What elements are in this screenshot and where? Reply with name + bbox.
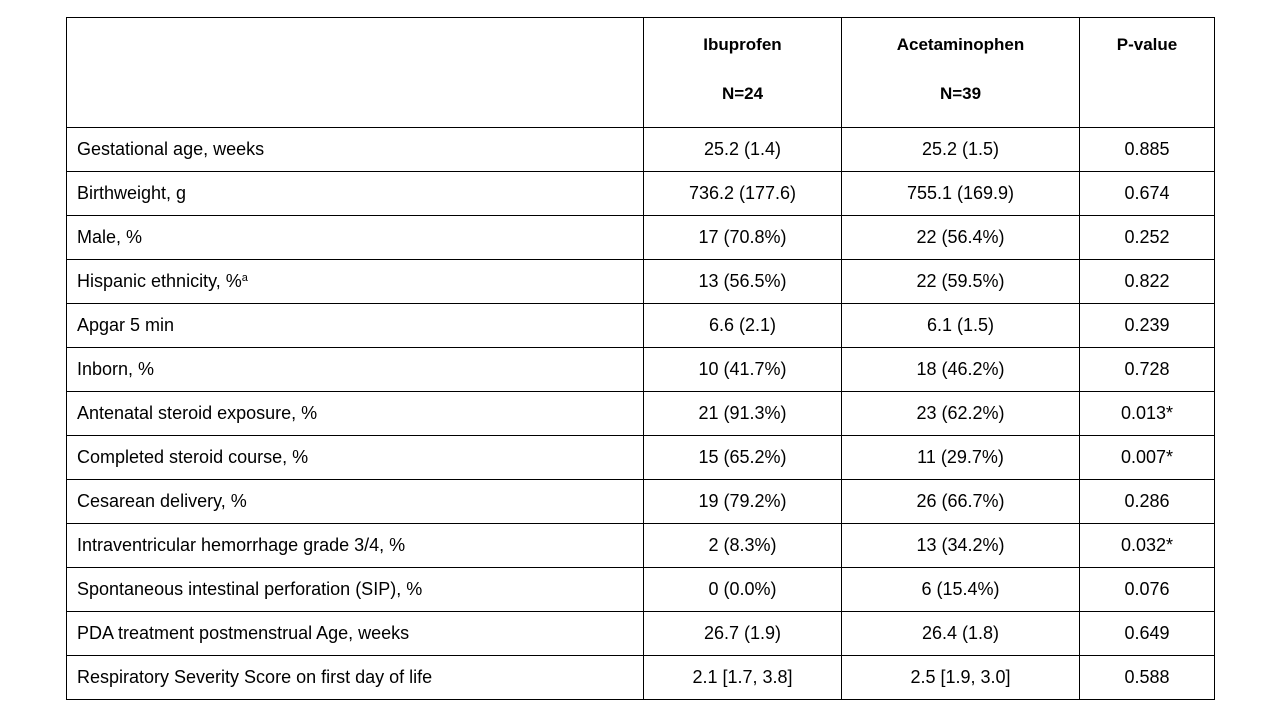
table-row <box>67 260 1215 304</box>
row-label: Inborn, % <box>77 359 155 379</box>
header-sub: N=24 <box>721 84 764 103</box>
acetaminophen-value: 18 (46.2%) <box>842 348 1080 392</box>
header-sub: N=39 <box>939 84 982 103</box>
acetaminophen-value: 25.2 (1.5) <box>842 128 1080 172</box>
row-label: Completed steroid course, % <box>77 447 309 467</box>
table-row <box>67 128 1215 172</box>
footnote-marker: a <box>241 272 248 284</box>
p-value: 0.076 <box>1080 568 1215 612</box>
ibuprofen-value: 736.2 (177.6) <box>644 172 842 216</box>
acetaminophen-value: 11 (29.7%) <box>842 436 1080 480</box>
row-label-cell <box>67 260 644 304</box>
p-value: 0.286 <box>1080 480 1215 524</box>
header-label: P-value <box>1116 35 1178 54</box>
p-value: 0.252 <box>1080 216 1215 260</box>
acetaminophen-value: 2.5 [1.9, 3.0] <box>842 656 1080 700</box>
acetaminophen-value: 26.4 (1.8) <box>842 612 1080 656</box>
acetaminophen-value: 13 (34.2%) <box>842 524 1080 568</box>
row-label-cell <box>67 172 644 216</box>
table-row <box>67 436 1215 480</box>
data-table <box>66 17 1215 700</box>
p-value: 0.032* <box>1080 524 1215 568</box>
p-value: 0.239 <box>1080 304 1215 348</box>
table-row <box>67 304 1215 348</box>
row-label: PDA treatment postmenstrual Age, weeks <box>77 623 410 643</box>
row-label: Male, % <box>77 227 143 247</box>
row-label: Respiratory Severity Score on first day of life <box>77 667 433 687</box>
p-value: 0.728 <box>1080 348 1215 392</box>
acetaminophen-value: 755.1 (169.9) <box>842 172 1080 216</box>
acetaminophen-value: 6.1 (1.5) <box>842 304 1080 348</box>
table-row <box>67 392 1215 436</box>
table-row <box>67 172 1215 216</box>
row-label: Spontaneous intestinal perforation (SIP), % <box>77 579 423 599</box>
ibuprofen-value: 17 (70.8%) <box>644 216 842 260</box>
table-row <box>67 216 1215 260</box>
row-label: Antenatal steroid exposure, % <box>77 403 318 423</box>
table-row <box>67 612 1215 656</box>
row-label-cell <box>67 524 644 568</box>
table-row <box>67 348 1215 392</box>
p-value: 0.588 <box>1080 656 1215 700</box>
header-cell-acetaminophen <box>842 18 1080 128</box>
acetaminophen-value: 6 (15.4%) <box>842 568 1080 612</box>
row-label: Intraventricular hemorrhage grade 3/4, % <box>77 535 406 555</box>
header-label: Ibuprofen <box>703 35 782 54</box>
ibuprofen-value: 2.1 [1.7, 3.8] <box>644 656 842 700</box>
row-label: Hispanic ethnicity, % <box>77 271 242 291</box>
row-label: Birthweight, g <box>77 183 187 203</box>
p-value: 0.822 <box>1080 260 1215 304</box>
acetaminophen-value: 22 (59.5%) <box>842 260 1080 304</box>
acetaminophen-value: 23 (62.2%) <box>842 392 1080 436</box>
ibuprofen-value: 25.2 (1.4) <box>644 128 842 172</box>
ibuprofen-value: 19 (79.2%) <box>644 480 842 524</box>
row-label-cell <box>67 568 644 612</box>
row-label: Cesarean delivery, % <box>77 491 247 511</box>
table-body <box>67 128 1215 700</box>
header-label: Acetaminophen <box>896 35 1025 54</box>
p-value: 0.007* <box>1080 436 1215 480</box>
row-label: Apgar 5 min <box>77 315 175 335</box>
header-cell-variable <box>67 18 644 128</box>
ibuprofen-value: 13 (56.5%) <box>644 260 842 304</box>
row-label-cell <box>67 216 644 260</box>
header-row <box>67 18 1215 128</box>
row-label-cell <box>67 392 644 436</box>
row-label-cell <box>67 436 644 480</box>
ibuprofen-value: 6.6 (2.1) <box>644 304 842 348</box>
row-label-cell <box>67 612 644 656</box>
p-value: 0.649 <box>1080 612 1215 656</box>
ibuprofen-value: 10 (41.7%) <box>644 348 842 392</box>
table-header <box>67 18 1215 128</box>
ibuprofen-value: 0 (0.0%) <box>644 568 842 612</box>
row-label-cell <box>67 656 644 700</box>
ibuprofen-value: 26.7 (1.9) <box>644 612 842 656</box>
table-row <box>67 480 1215 524</box>
acetaminophen-value: 26 (66.7%) <box>842 480 1080 524</box>
ibuprofen-value: 2 (8.3%) <box>644 524 842 568</box>
row-label: Gestational age, weeks <box>77 139 265 159</box>
p-value: 0.013* <box>1080 392 1215 436</box>
ibuprofen-value: 21 (91.3%) <box>644 392 842 436</box>
ibuprofen-value: 15 (65.2%) <box>644 436 842 480</box>
acetaminophen-value: 22 (56.4%) <box>842 216 1080 260</box>
row-label-cell <box>67 304 644 348</box>
header-cell-p-value <box>1080 18 1215 128</box>
p-value: 0.674 <box>1080 172 1215 216</box>
p-value: 0.885 <box>1080 128 1215 172</box>
row-label-cell <box>67 128 644 172</box>
table-row <box>67 656 1215 700</box>
table-row <box>67 568 1215 612</box>
header-cell-ibuprofen <box>644 18 842 128</box>
table-row <box>67 524 1215 568</box>
row-label-cell <box>67 348 644 392</box>
row-label-cell <box>67 480 644 524</box>
